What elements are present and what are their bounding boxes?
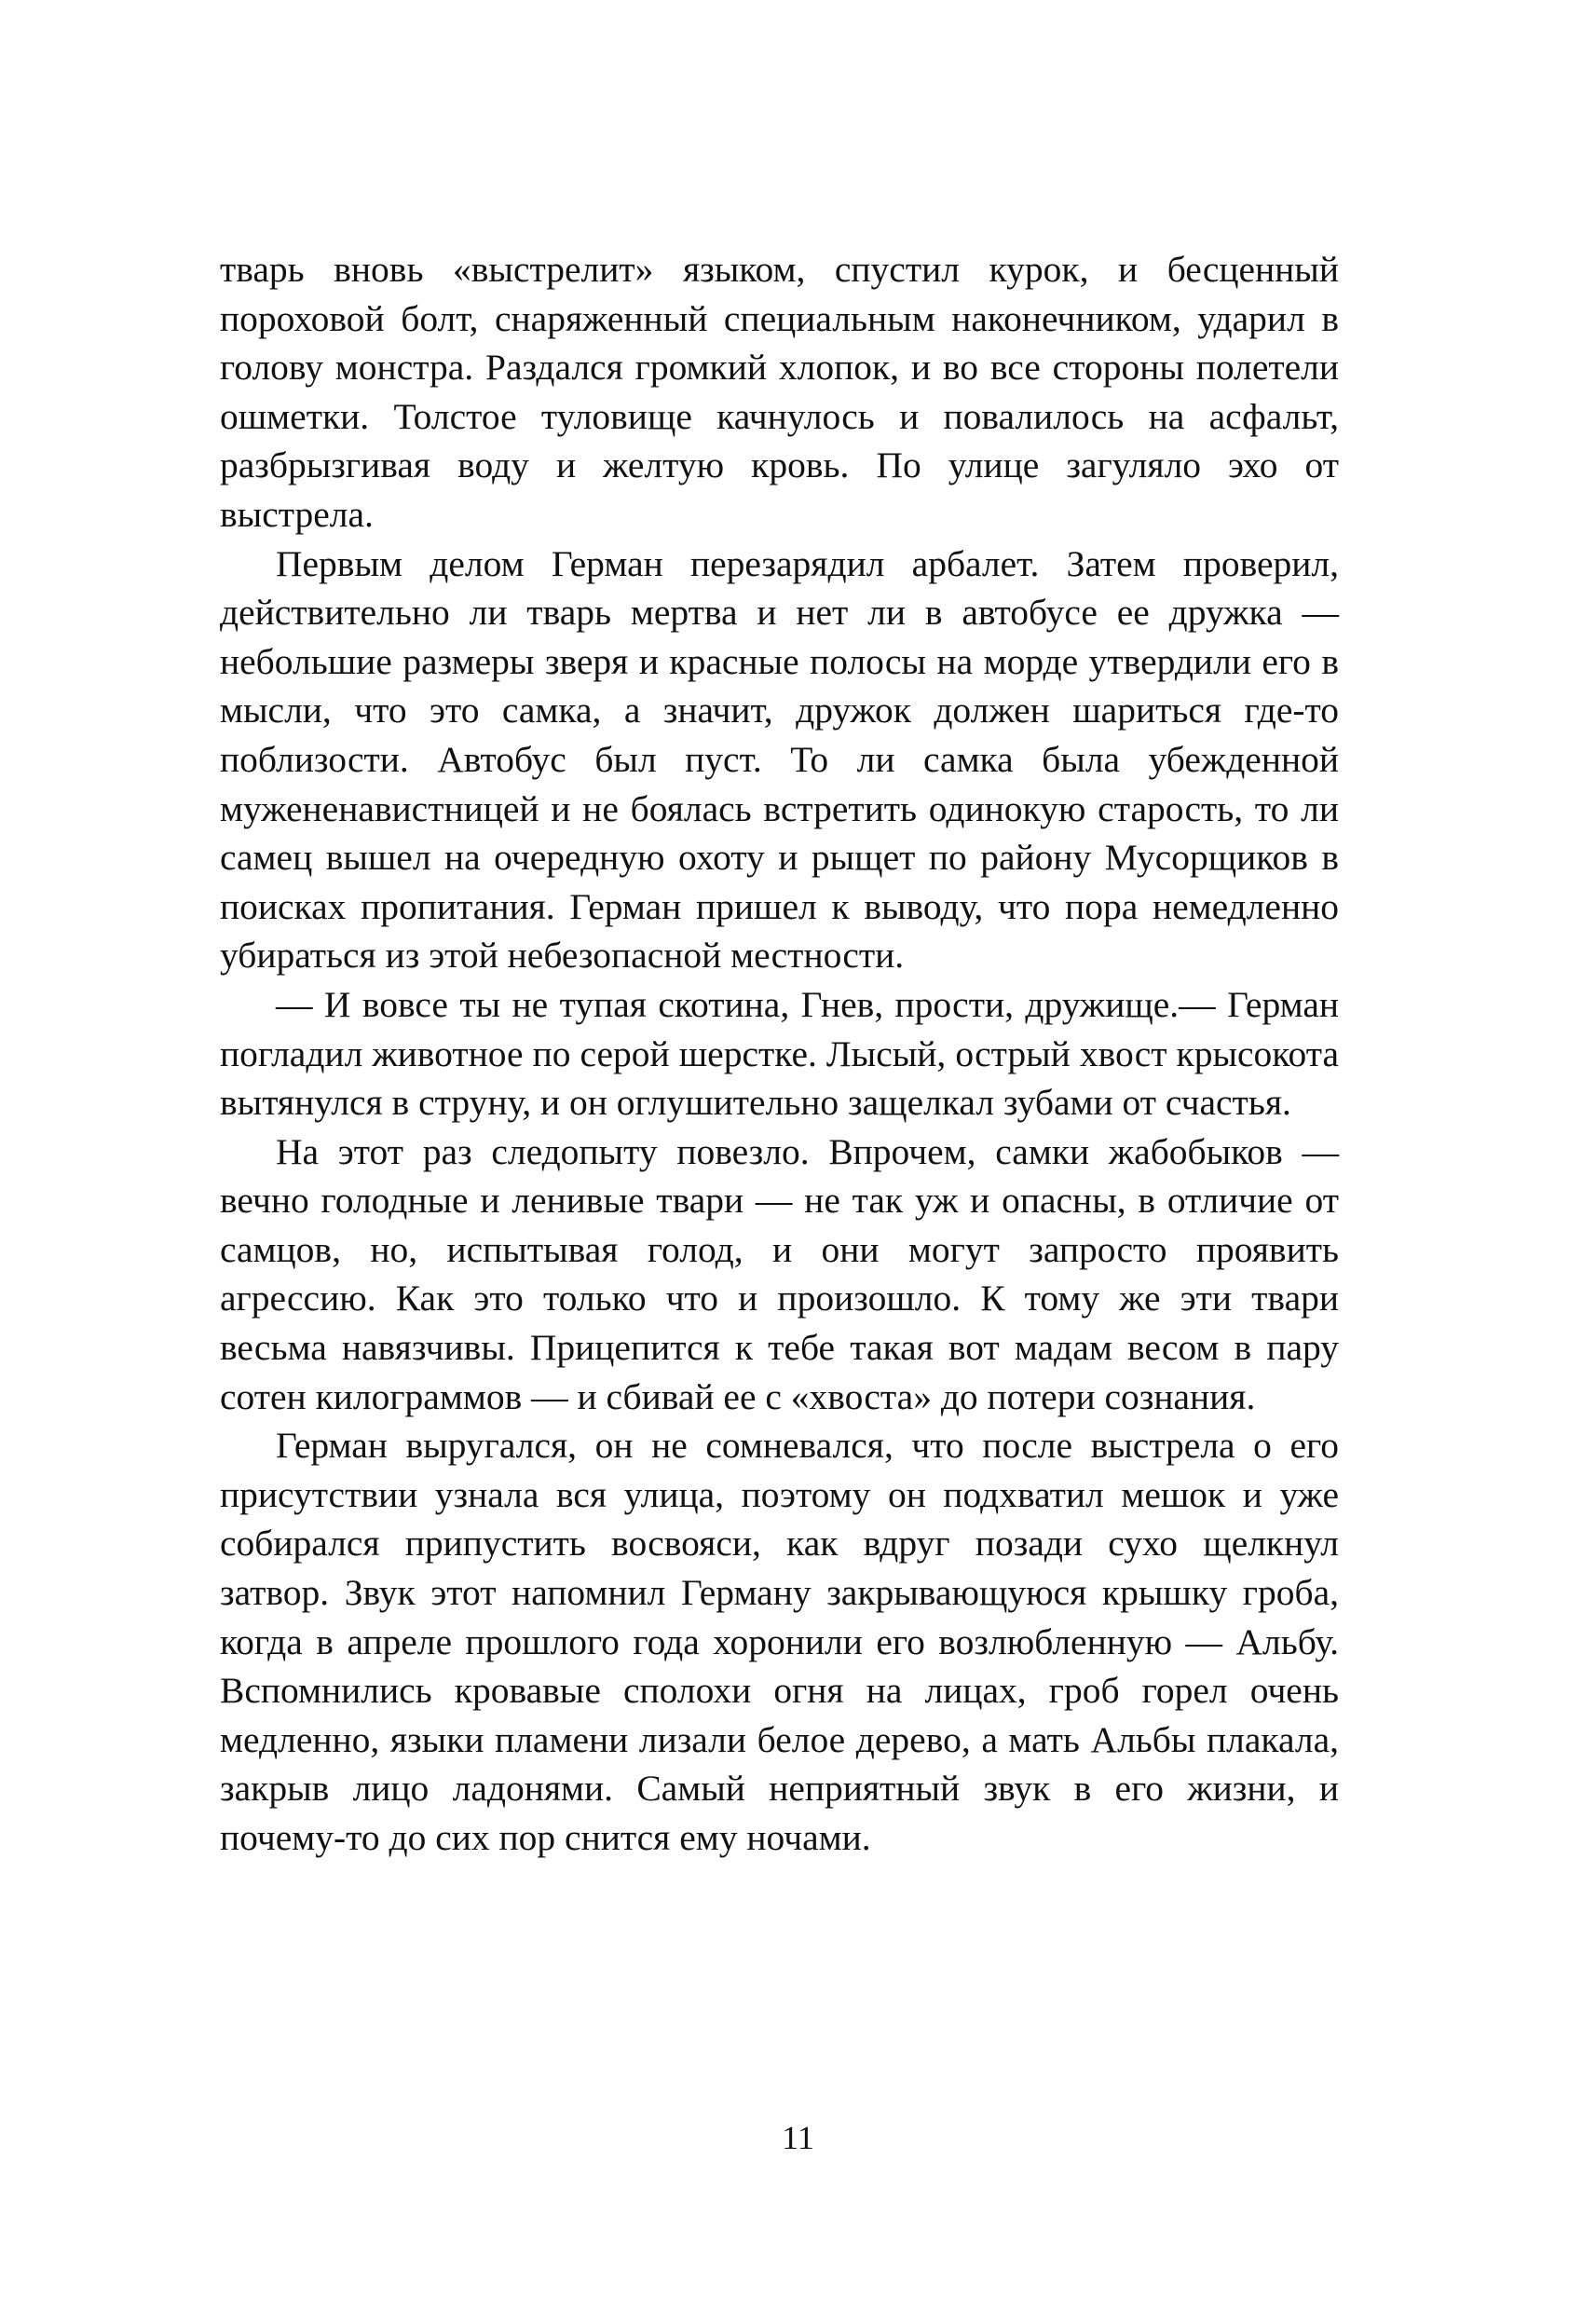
paragraph-1: тварь вновь «выстрелит» языком, спустил курок, и бесценный пороховой болт, снаряженный специальным наконечником, ударил в голову монстра. Раздался громкий хлопок, и во все стороны полетели ошметки. Толстое туловище качнулось и повалилось на асфальт, разбрызгивая воду и желтую кровь. По улице загуляло эхо от выстрела. [220, 249, 1339, 535]
paragraph-3: — И вовсе ты не тупая скотина, Гнев, прости, дружище.— Герман погладил животное по серой шерстке. Лысый, острый хвост крысокота вытянулся в струну, и он оглушительно защелкал зубами от счастья. [220, 983, 1339, 1124]
paragraph-4: На этот раз следопыту повезло. Впрочем, самки жабобыков — вечно голодные и ленивые твари — не так уж и опасны, в отличие от самцов, но, испытывая голод, и они могут запросто проявить агрессию. Как это только что и произошло. К тому же эти твари весьма навязчивы. Прицепится к тебе такая вот мадам весом в пару сотен килограммов — и сбивай ее с «хвоста» до потери сознания. [220, 1130, 1339, 1417]
body-text [220, 245, 1339, 1863]
paragraph-5: Герман выругался, он не сомневался, что после выстрела о его присутствии узнала вся улица, поэтому он подхватил мешок и уже собирался припустить восвояси, как вдруг позади сухо щелкнул затвор. Звук этот напомнил Герману закрывающуюся крышку гроба, когда в апреле прошлого года хоронили его возлюбленную — Альбу. Вспомнились кровавые сполохи огня на лицах, гроб горел очень медленно, языки пламени лизали белое дерево, а мать Альбы плакала, закрыв лицо ладонями. Самый неприятный звук в его жизни, и почему-то до сих пор снится ему ночами. [220, 1425, 1339, 1858]
paragraph-2: Первым делом Герман перезарядил арбалет. Затем проверил, действительно ли тварь мертва и нет ли в автобусе ее дружка — небольшие размеры зверя и красные полосы на морде утвердили его в мысли, что это самка, а значит, дружок должен шариться где-то поблизости. Автобус был пуст. То ли самка была убежденной мужененавистницей и не боялась встретить одинокую старость, то ли самец вышел на очередную охоту и рыщет по району Мусорщиков в поисках пропитания. Герман пришел к выводу, что пора немедленно убираться из этой небезопасной местности. [220, 542, 1339, 977]
page-number: 11 [782, 2119, 814, 2156]
